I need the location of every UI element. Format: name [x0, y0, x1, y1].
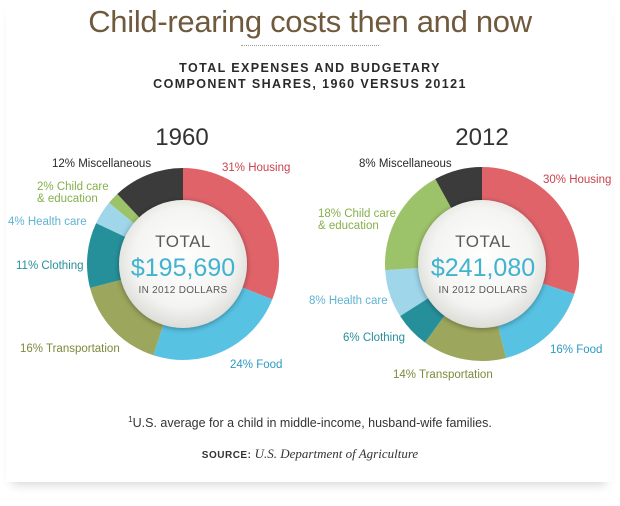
label-2012-housing: 30% Housing — [543, 174, 612, 186]
center-total-2012 — [413, 232, 553, 296]
subtitle-line-2: COMPONENT SHARES, 1960 VERSUS 20121 — [153, 77, 467, 91]
total-label-2012: TOTAL — [455, 232, 511, 251]
label-2012-child-care: 18% Child care & education — [318, 208, 396, 232]
center-total-1960 — [113, 232, 253, 296]
total-value-1960: $195,690 — [130, 254, 236, 282]
total-label-1960: TOTAL — [155, 232, 211, 251]
label-2012-miscellaneous: 8% Miscellaneous — [359, 158, 452, 170]
label-2012-health-care: 8% Health care — [309, 295, 388, 307]
chart-2012-year: 2012 — [455, 124, 509, 151]
source-name: U.S. Department of Agriculture — [254, 446, 419, 461]
label-1960-child-care: 2% Child care & education — [37, 181, 109, 205]
page-title: Child-rearing costs then and now — [88, 4, 532, 39]
label-1960-transportation: 16% Transportation — [20, 343, 120, 355]
label-1960-health-care: 4% Health care — [8, 216, 87, 228]
source-line — [0, 446, 620, 462]
label-1960-clothing: 11% Clothing — [16, 260, 84, 272]
label-2012-clothing: 6% Clothing — [343, 332, 406, 344]
subtitle-line-1: TOTAL EXPENSES AND BUDGETARY — [179, 61, 441, 75]
source-label: SOURCE: — [201, 450, 252, 461]
footnote-text: U.S. average for a child in middle-income, husband-wife families. — [132, 416, 492, 431]
footnote-marker: 1 — [128, 415, 133, 424]
footnote — [0, 415, 620, 430]
label-1960-food: 24% Food — [230, 359, 283, 371]
label-1960-miscellaneous: 12% Miscellaneous — [52, 158, 152, 170]
total-unit-2012: IN 2012 DOLLARS — [438, 285, 528, 296]
label-1960-housing: 31% Housing — [222, 162, 291, 174]
label-2012-food: 16% Food — [550, 344, 603, 356]
total-value-2012: $241,080 — [430, 254, 536, 282]
chart-1960-year: 1960 — [155, 124, 209, 151]
label-2012-transportation: 14% Transportation — [393, 369, 493, 381]
total-unit-1960: IN 2012 DOLLARS — [138, 285, 228, 296]
